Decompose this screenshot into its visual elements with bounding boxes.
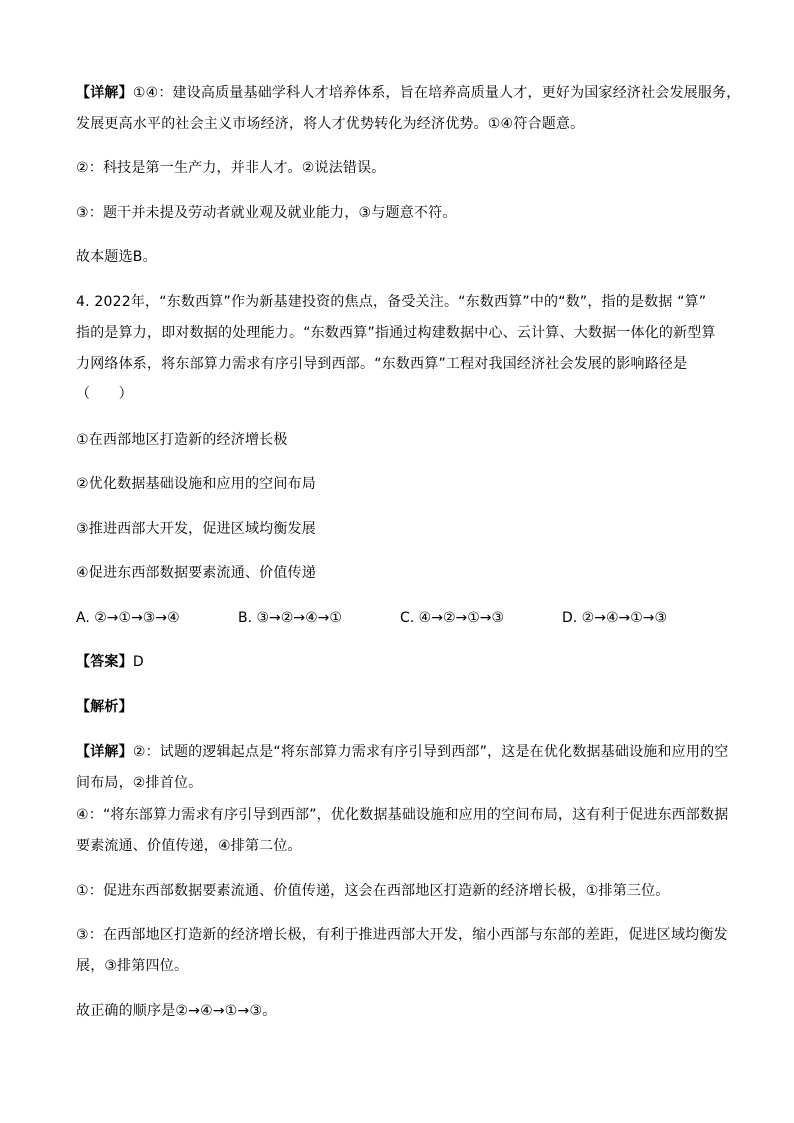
option-d: D. ②→④→①→③ (562, 610, 668, 626)
statement-3: ③推进西部大开发，促进区域均衡发展 (76, 521, 316, 537)
statement-4: ④促进东西部数据要素流通、价值传递 (76, 565, 316, 581)
statement-2: ②优化数据基础设施和应用的空间布局 (76, 476, 316, 492)
answer-value: D (132, 654, 144, 670)
analysis-line-1: 【详解】②：试题的逻辑起点是“将东部算力需求有序引导到西部”，这是在优化数据基础设施和应用的空 (76, 744, 729, 760)
analysis-line-5: ①：促进东西部数据要素流通、价值传递，这会在西部地区打造新的经济增长极，①排第三位。 (76, 883, 670, 899)
detail-tag: 【详解】 (76, 85, 133, 101)
analysis-heading: 【解析】 (76, 699, 133, 715)
answer-tag: 【答案】 (76, 654, 133, 670)
analysis-detail-tag: 【详解】 (76, 744, 133, 760)
detail-line-3: ②：科技是第一生产力，并非人才。②说法错误。 (76, 160, 386, 176)
analysis-line-4: 要素流通、价值传递，④排第二位。 (76, 838, 302, 854)
detail-line-1: 【详解】①④：建设高质量基础学科人才培养体系，旨在培养高质量人才，更好为国家经济社会发展服务， (76, 85, 741, 101)
option-b: B. ③→②→④→① (238, 610, 342, 626)
detail-line-4: ③：题干并未提及劳动者就业观及就业能力，③与题意不符。 (76, 205, 457, 221)
analysis-line-7: 展，③排第四位。 (76, 958, 189, 974)
detail-line-2: 发展更高水平的社会主义市场经济，将人才优势转化为经济优势。①④符合题意。 (76, 116, 585, 132)
analysis-line-3: ④：“将东部算力需求有序引导到西部”，优化数据基础设施和应用的空间布局，这有利于促进东西部数据 (76, 807, 729, 823)
conclusion-line: 故本题选B。 (76, 249, 157, 265)
question-line-2: 指的是算力，即对数据的处理能力。“东数西算”指通过构建数据中心、云计算、大数据一体化的新型算 (76, 325, 716, 341)
analysis-conclusion: 故正确的顺序是②→④→①→③。 (76, 1003, 277, 1019)
analysis-line-2: 间布局，②排首位。 (76, 775, 203, 791)
question-line-3: 力网络体系，将东部算力需求有序引导到西部。“东数西算”工程对我国经济社会发展的影响路径是 (76, 356, 688, 372)
option-a: A. ②→①→③→④ (76, 610, 180, 626)
question-paren: （ ） (76, 386, 133, 402)
question-line-1: 4. 2022年，“东数西算”作为新基建投资的焦点，备受关注。“东数西算”中的“数”，指的是数据 “算” (76, 294, 707, 310)
answer-line (76, 653, 144, 671)
option-c: C. ④→②→①→③ (400, 610, 505, 626)
analysis-line-6: ③：在西部地区打造新的经济增长极，有利于推进西部大开发，缩小西部与东部的差距，促进区域均衡发 (76, 927, 728, 943)
statement-1: ①在西部地区打造新的经济增长极 (76, 432, 288, 448)
